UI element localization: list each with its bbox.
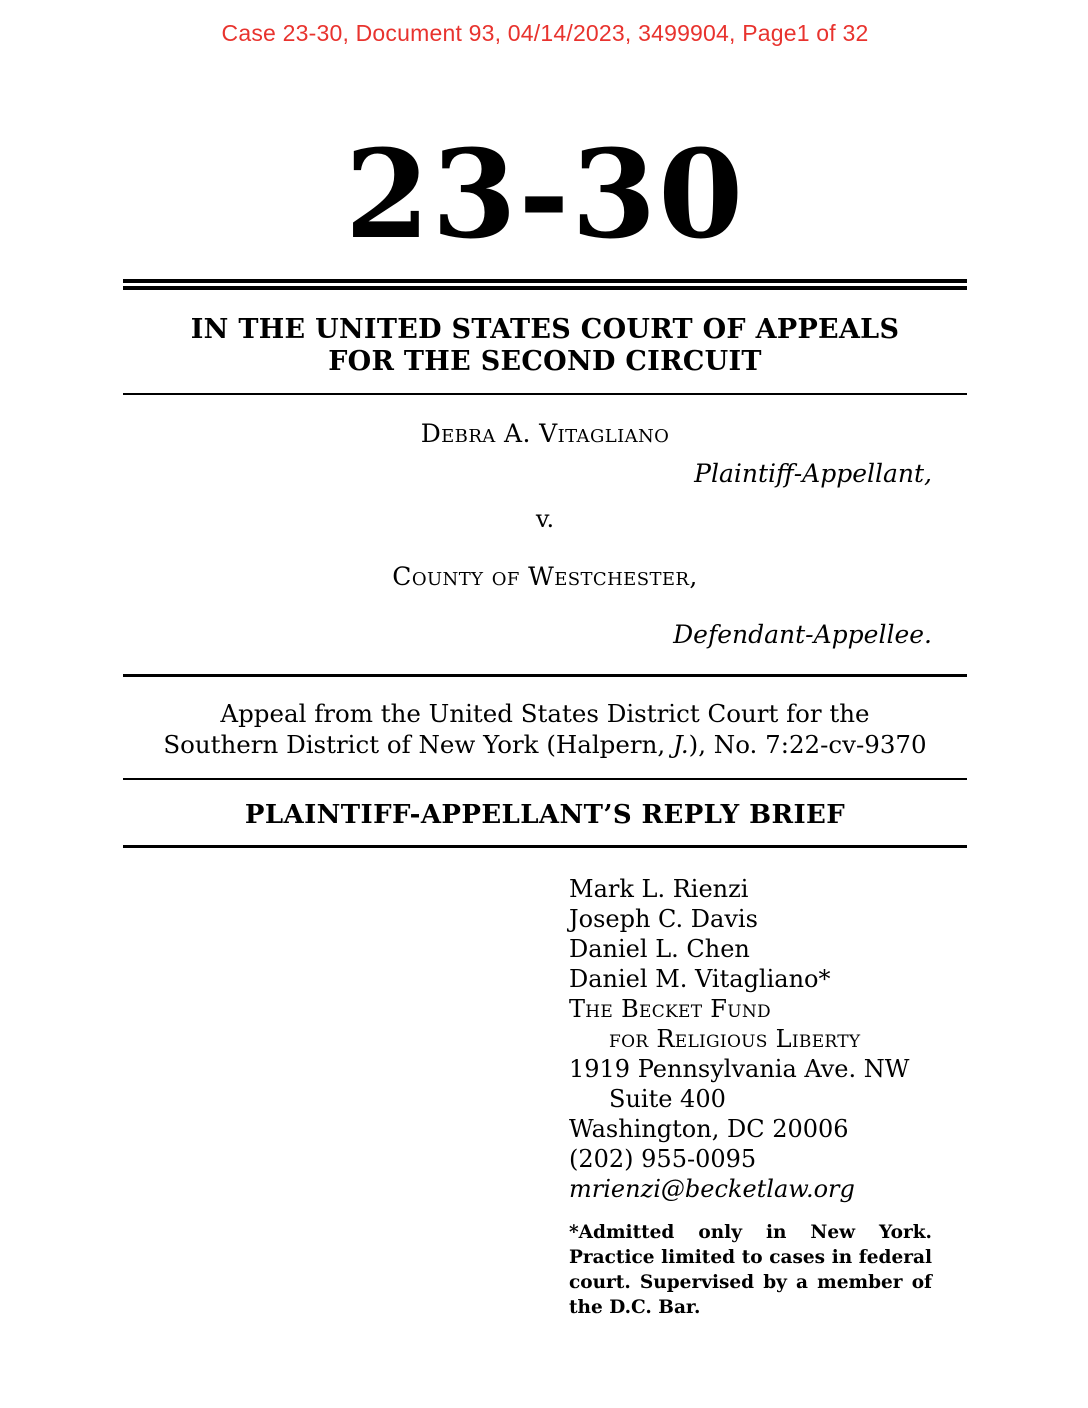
separator-rule xyxy=(123,393,967,395)
double-rule xyxy=(123,279,967,290)
appeal-source-line2-pre: Southern District of New York (Halpern, xyxy=(163,730,673,760)
ecf-filing-stamp: Case 23-30, Document 93, 04/14/2023, 3499904, Page1 of 32 xyxy=(221,20,869,46)
court-heading xyxy=(123,314,967,378)
page-content xyxy=(123,0,967,1321)
counsel-name: Daniel M. Vitagliano* xyxy=(569,965,831,994)
defendant-name: County of Westchester, xyxy=(392,561,698,591)
appeal-source-line2 xyxy=(123,729,967,760)
counsel-name: Joseph C. Davis xyxy=(569,905,758,934)
separator-rule xyxy=(123,674,967,677)
court-heading-line2: FOR THE SECOND CIRCUIT xyxy=(328,345,762,377)
street-address: 1919 Pennsylvania Ave. NW xyxy=(569,1055,910,1084)
brief-title: PLAINTIFF-APPELLANT’S REPLY BRIEF xyxy=(244,800,846,831)
separator-rule xyxy=(123,845,967,848)
appeal-source-line2-post: ), No. 7:22-cv-9370 xyxy=(688,730,927,760)
versus-label: v. xyxy=(535,504,555,533)
admission-footnote: *Admitted only in New York. Practice limited to cases in federal court. Supervised by a member of the D.C. Bar. xyxy=(569,1222,932,1319)
counsel-name: Daniel L. Chen xyxy=(569,935,750,964)
docket-number: 23-30 xyxy=(344,122,746,266)
court-heading-line1: IN THE UNITED STATES COURT OF APPEALS xyxy=(190,314,900,345)
plaintiff-name: Debra A. Vitagliano xyxy=(420,418,670,448)
counsel-name: Mark L. Rienzi xyxy=(569,875,749,904)
city-state-zip: Washington, DC 20006 xyxy=(569,1115,849,1144)
separator-rule xyxy=(123,778,967,780)
appeal-source xyxy=(123,698,967,761)
email-address: mrienzi@becketlaw.org xyxy=(569,1175,855,1204)
judge-initial: J. xyxy=(672,730,689,760)
counsel-block xyxy=(569,874,967,1204)
plaintiff-role: Plaintiff-Appellant, xyxy=(694,458,932,488)
firm-name-line1: The Becket Fund xyxy=(569,995,771,1024)
phone-number: (202) 955-0095 xyxy=(569,1145,757,1174)
suite-line: Suite 400 xyxy=(609,1085,726,1114)
firm-name-line2: for Religious Liberty xyxy=(609,1025,861,1054)
defendant-role: Defendant-Appellee. xyxy=(673,619,932,649)
appeal-source-line1: Appeal from the United States District Court for the xyxy=(220,698,870,728)
